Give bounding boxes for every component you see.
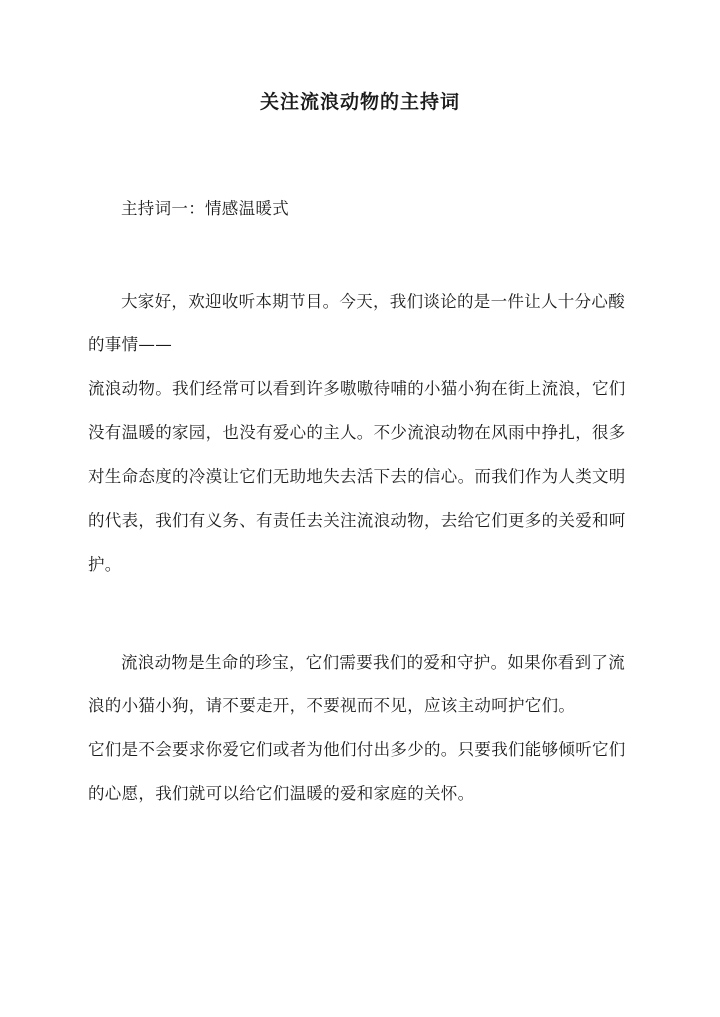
paragraph-1-line-3: 流浪动物。我们经常可以看到许多嗷嗷待哺的小猫小狗在街上流浪，它们 — [88, 379, 626, 398]
paragraph-1-line-4: 没有温暖的家园，也没有爱心的主人。不少流浪动物在风雨中挣扎，很多 — [88, 423, 626, 442]
paragraph-1-line-1: 大家好，欢迎收听本期节目。今天，我们谈论的是一件让人十分心酸 — [121, 292, 625, 311]
section-subtitle: 主持词一：情感温暖式 — [121, 199, 289, 218]
paragraph-1-line-2: 的事情—— — [88, 335, 172, 354]
paragraph-2-line-1: 流浪动物是生命的珍宝，它们需要我们的爱和守护。如果你看到了流 — [121, 653, 625, 672]
paragraph-2-line-2: 浪的小猫小狗，请不要走开，不要视而不见，应该主动呵护它们。 — [88, 696, 576, 715]
document-title: 关注流浪动物的主持词 — [259, 91, 460, 113]
paragraph-1-line-5: 对生命态度的冷漠让它们无助地失去活下去的信心。而我们作为人类文明 — [88, 467, 626, 486]
paragraph-1-line-7: 护。 — [88, 555, 122, 574]
paragraph-2-line-3: 它们是不会要求你爱它们或者为他们付出多少的。只要我们能够倾听它们 — [88, 740, 626, 759]
paragraph-1-line-6: 的代表，我们有义务、有责任去关注流浪动物，去给它们更多的关爱和呵 — [88, 511, 626, 530]
paragraph-2-line-4: 的心愿，我们就可以给它们温暖的爱和家庭的关怀。 — [88, 784, 475, 803]
